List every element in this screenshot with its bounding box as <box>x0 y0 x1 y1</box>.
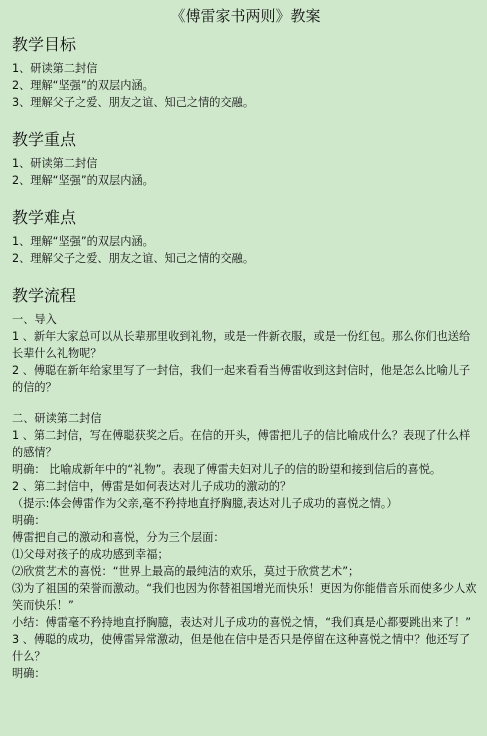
difficulty-item: 2、理解父子之爱、朋友之谊、知己之情的交融。 <box>12 252 255 265</box>
process-line: ⑴父母对孩子的成功感到幸福； <box>12 548 169 561</box>
process-line: 2 、第二封信中，傅雷是如何表达对儿子成功的激动的？ <box>12 480 292 493</box>
process-line: ⑵欣赏艺术的喜悦：“世界上最高的最纯洁的欢乐，莫过于欣赏艺术”； <box>12 565 360 578</box>
process-line: ⑶为了祖国的荣誉而激动。“我们也因为你替祖国增光而快乐！更因为你能借音乐而使多少人欢笑而快乐！” <box>12 582 477 612</box>
spacer <box>12 396 479 410</box>
spacer <box>12 267 479 285</box>
goal-item: 3、理解父子之爱、朋友之谊、知己之情的交融。 <box>12 96 255 109</box>
process-line: 明确： <box>12 667 46 680</box>
process-line: 明确： 比喻成新年中的“礼物”。表现了傅雷夫妇对儿子的信的盼望和接到信后的喜悦。 <box>12 463 442 476</box>
process-line: （提示:体会傅雷作为父亲,毫不矜持地直抒胸臆,表达对儿子成功的喜悦之情。） <box>12 497 398 510</box>
process-line: 明确： <box>12 514 46 527</box>
process-line: 2 、傅聪在新年给家里写了一封信，我们一起来看看当傅雷收到这封信时，他是怎么比喻儿子的信的？ <box>12 364 471 394</box>
spacer <box>12 189 479 207</box>
process-line: 1 、新年大家总可以从长辈那里收到礼物，或是一件新衣服，或是一份红包。那么你们也送给长辈什么礼物呢？ <box>12 330 471 360</box>
process-line: 3 、傅聪的成功，使傅雷异常激动，但是他在信中是否只是停留在这种喜悦之情中？他还写了什么？ <box>12 633 471 663</box>
section-heading-difficulties: 教学难点 <box>12 208 77 227</box>
process-line: 一、导入 <box>12 313 57 326</box>
process-line: 小结：傅雷毫不矜持地直抒胸臆，表达对儿子成功的喜悦之情，“我们真是心都要跳出来了！” <box>12 616 472 629</box>
process-line: 二、研读第二封信 <box>12 412 102 425</box>
section-heading-goals: 教学目标 <box>12 35 77 54</box>
key-point-item: 1、研读第二封信 <box>12 157 98 170</box>
section-heading-key-points: 教学重点 <box>12 130 77 149</box>
difficulty-item: 1、理解“坚强”的双层内涵。 <box>12 235 154 248</box>
goal-item: 1、研读第二封信 <box>12 62 98 75</box>
goal-item: 2、理解“坚强”的双层内涵。 <box>12 79 154 92</box>
spacer <box>12 111 479 129</box>
process-line: 1 、第二封信，写在傅聪获奖之后。在信的开头，傅雷把儿子的信比喻成什么？表现了什么样的感情？ <box>12 429 471 459</box>
process-line: 傅雷把自己的激动和喜悦，分为三个层面： <box>12 531 225 544</box>
section-heading-process: 教学流程 <box>12 286 77 305</box>
key-point-item: 2、理解“坚强”的双层内涵。 <box>12 174 154 187</box>
document-title: 《傅雷家书两则》教案 <box>170 7 321 25</box>
